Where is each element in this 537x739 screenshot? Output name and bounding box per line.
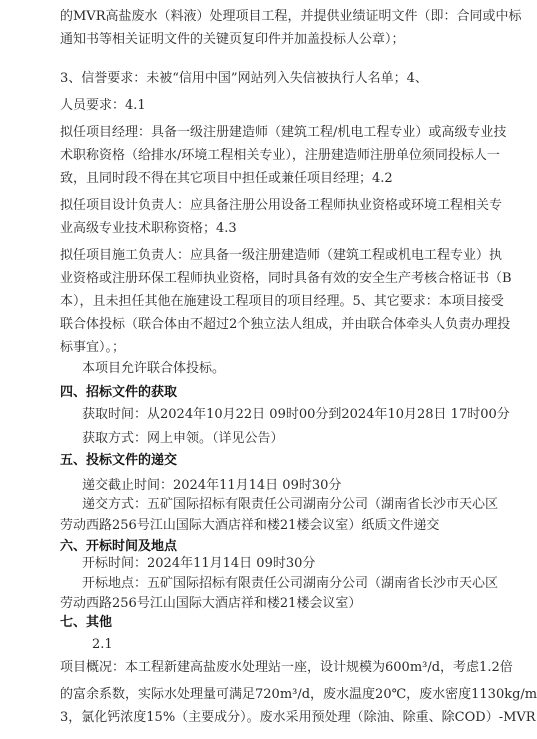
text-line: 2.1	[92, 637, 113, 652]
text-line: 业资格或注册环保工程师执业资格，同时具备有效的安全生产考核合格证书（B	[60, 271, 512, 286]
text-line: 拟任项目经理：具备一级注册建造师（建筑工程/机电工程专业）或高级专业技	[60, 125, 507, 140]
section-heading: 七、其他	[60, 615, 113, 630]
text-line: 致，且同时段不得在其它项目中担任或兼任项目经理；4.2	[60, 171, 393, 186]
text-line: 递交方式：五矿国际招标有限责任公司湖南分公司（湖南省长沙市天心区	[82, 497, 499, 512]
text-line: 本项目允许联合体投标。	[82, 361, 226, 376]
text-line: 劳动西路256号江山国际大酒店祥和楼21楼会议室）	[60, 596, 362, 611]
text-line: 标事宜）。；	[60, 340, 126, 355]
text-line: 开标时间：2024年11月14日 09时30分	[82, 556, 316, 571]
text-line: 业高级专业技术职称资格；4.3	[60, 221, 237, 236]
text-line: 通知书等相关证明文件的关键页复印件并加盖投标人公章）；	[60, 32, 405, 47]
text-line: 项目概况：本工程新建高盐废水处理站一座，设计规模为600m³/d，考虑1.2倍	[60, 660, 513, 675]
text-line: 开标地点：五矿国际招标有限责任公司湖南分公司（湖南省长沙市天心区	[82, 576, 499, 591]
text-line: 联合体投标（联合体由不超过2个独立法人组成，并由联合体牵头人负责办理投	[60, 317, 511, 332]
section-heading: 四、招标文件的获取	[60, 385, 178, 400]
text-line: 劳动西路256号江山国际大酒店祥和楼21楼会议室）纸质文件递交	[60, 518, 440, 533]
text-line: 获取方式：网上申领。（详见公告）	[82, 431, 284, 446]
text-line: 拟任项目施工负责人：应具备一级注册建造师（建筑工程或机电工程专业）执	[60, 248, 503, 263]
text-line: 3、信誉要求：未被“信用中国”网站列入失信被执行人名单；4、	[60, 71, 428, 86]
text-line: 术职称资格（给排水/环境工程相关专业），注册建造师注册单位须同投标人一	[60, 148, 500, 163]
section-heading: 六、开标时间及地点	[60, 539, 178, 554]
section-heading: 五、投标文件的递交	[60, 453, 178, 468]
text-line: 拟任项目设计负责人：应具备注册公用设备工程师执业资格或环境工程相关专	[60, 198, 503, 213]
text-line: 的富余系数，实际水处理量可满足720m³/d，废水温度20℃，废水密度1130kg/m	[60, 687, 537, 702]
text-line: 获取时间：从2024年10月22日 09时00分到2024年10月28日 17时00分	[82, 407, 510, 422]
text-line: 递交截止时间：2024年11月14日 09时30分	[82, 478, 342, 493]
text-line: 的MVR高盐废水（料液）处理项目工程，并提供业绩证明文件（即：合同或中标	[60, 9, 522, 24]
text-line: 本），且未担任其他在施建设工程项目的项目经理。5、其它要求：本项目接受	[60, 294, 504, 309]
text-line: 人员要求：4.1	[60, 98, 146, 113]
text-line: 3，氯化钙浓度15%（主要成分）。废水采用预处理（除油、除重、除COD）-MVR	[60, 710, 536, 725]
